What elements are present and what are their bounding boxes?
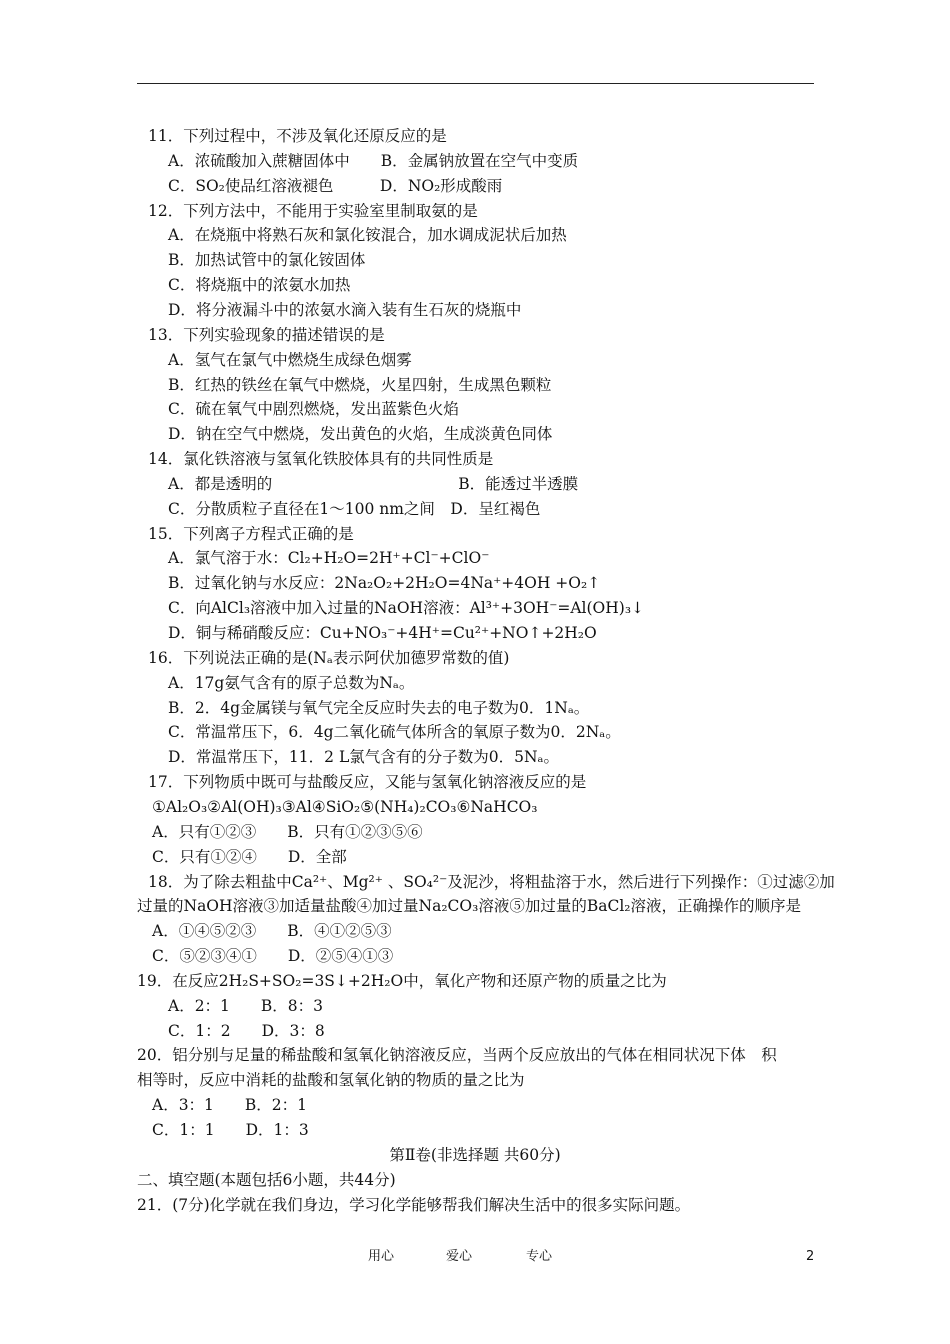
text-line: C．1：2 D．3：8 (168, 1022, 325, 1040)
question-line: 20．铝分别与足量的稀盐酸和氢氧化钠溶液反应，当两个反应放出的气体在相同状况下体 积 (137, 1046, 777, 1064)
question-line: 21．(7分)化学就在我们身边，学习化学能够帮我们解决生活中的很多实际问题。 (137, 1196, 691, 1214)
footer-slogan-3: 专心 (526, 1249, 553, 1264)
text-line: A．氯气溶于水：Cl₂+H₂O=2H⁺+Cl⁻+ClO⁻ (168, 549, 490, 567)
text-line: B．加热试管中的氯化铵固体 (168, 251, 366, 269)
footer-slogan-1: 用心 (368, 1249, 395, 1264)
question-line: 19．在反应2H₂S+SO₂=3S↓+2H₂O中，氧化产物和还原产物的质量之比为 (137, 972, 667, 990)
text-line: A．3：1 B．2：1 (152, 1096, 308, 1114)
text-line: B．过氧化钠与水反应：2Na₂O₂+2H₂O=4Na⁺+4OH +O₂↑ (168, 574, 601, 592)
text-line: ①Al₂O₃②Al(OH)₃③Al④SiO₂⑤(NH₄)₂CO₃⑥NaHCO₃ (152, 798, 538, 816)
text-line: C．1：1 D．1：3 (152, 1121, 309, 1139)
text-line: D．常温常压下，11．2 L氯气含有的分子数为0．5Nₐ。 (168, 748, 559, 766)
text-line: A．在烧瓶中将熟石灰和氯化铵混合，加水调成泥状后加热 (168, 226, 567, 244)
text-line: C．分散质粒子直径在1～100 nm之间 D．呈红褐色 (168, 500, 541, 518)
text-line: A．17g氨气含有的原子总数为Nₐ。 (168, 674, 415, 692)
text-line: B．红热的铁丝在氧气中燃烧，火星四射，生成黑色颗粒 (168, 376, 552, 394)
question-line: 13．下列实验现象的描述错误的是 (148, 326, 385, 344)
question-line: 12．下列方法中，不能用于实验室里制取氨的是 (148, 202, 478, 220)
text-line: C．⑤②③④① D．②⑤④①③ (152, 947, 394, 965)
text-line: C．常温常压下，6．4g二氧化硫气体所含的氧原子数为0．2Nₐ。 (168, 723, 621, 741)
text-line: C．SO₂使品红溶液褪色 D．NO₂形成酸雨 (168, 177, 503, 195)
text-line: D．将分液漏斗中的浓氨水滴入装有生石灰的烧瓶中 (168, 301, 522, 319)
text-line: C．只有①②④ D．全部 (152, 848, 347, 866)
text-line: A．都是透明的 B．能透过半透膜 (168, 475, 579, 493)
footer-slogan-2: 爱心 (446, 1249, 473, 1264)
text-line: C．向AlCl₃溶液中加入过量的NaOH溶液：Al³⁺+3OH⁻=Al(OH)₃↓ (168, 599, 645, 617)
text-line: C．将烧瓶中的浓氨水加热 (168, 276, 351, 294)
question-line: 11．下列过程中，不涉及氧化还原反应的是 (148, 127, 447, 145)
question-line: 16．下列说法正确的是(Nₐ表示阿伏加德罗常数的值) (148, 649, 510, 667)
text-line: A．浓硫酸加入蔗糖固体中 B．金属钠放置在空气中变质 (168, 152, 579, 170)
text-line: C．硫在氧气中剧烈燃烧，发出蓝紫色火焰 (168, 400, 459, 418)
text-line: D．钠在空气中燃烧，发出黄色的火焰，生成淡黄色同体 (168, 425, 553, 443)
question-line: 14．氯化铁溶液与氢氧化铁胶体具有的共同性质是 (148, 450, 494, 468)
text-line: A．2：1 B．8：3 (168, 997, 324, 1015)
header-rule (137, 83, 814, 84)
text-line: 过量的NaOH溶液③加适量盐酸④加过量Na₂CO₃溶液⑤加过量的BaCl₂溶液，正确操作的顺序是 (137, 897, 801, 915)
text-line: A．只有①②③ B．只有①②③⑤⑥ (152, 823, 423, 841)
text-line: 二、填空题(本题包括6小题，共44分) (137, 1171, 396, 1189)
text-line: B．2．4g金属镁与氧气完全反应时失去的电子数为0．1Nₐ。 (168, 699, 590, 717)
text-line: A．氢气在氯气中燃烧生成绿色烟雾 (168, 351, 412, 369)
text-line: A．①④⑤②③ B．④①②⑤③ (152, 922, 392, 940)
question-line: 15．下列离子方程式正确的是 (148, 525, 354, 543)
section-title: 第Ⅱ卷(非选择题 共60分) (389, 1146, 561, 1164)
text-line: D．铜与稀硝酸反应：Cu+NO₃⁻+4H⁺=Cu²⁺+NO↑+2H₂O (168, 624, 597, 642)
question-line: 18．为了除去粗盐中Ca²⁺、Mg²⁺ 、SO₄²⁻及泥沙，将粗盐溶于水，然后进行下列操作：①过滤②加 (148, 873, 835, 891)
text-line: 相等时，反应中消耗的盐酸和氢氧化钠的物质的量之比为 (137, 1071, 525, 1089)
page-number: 2 (806, 1249, 815, 1264)
question-line: 17．下列物质中既可与盐酸反应，又能与氢氧化钠溶液反应的是 (148, 773, 587, 791)
